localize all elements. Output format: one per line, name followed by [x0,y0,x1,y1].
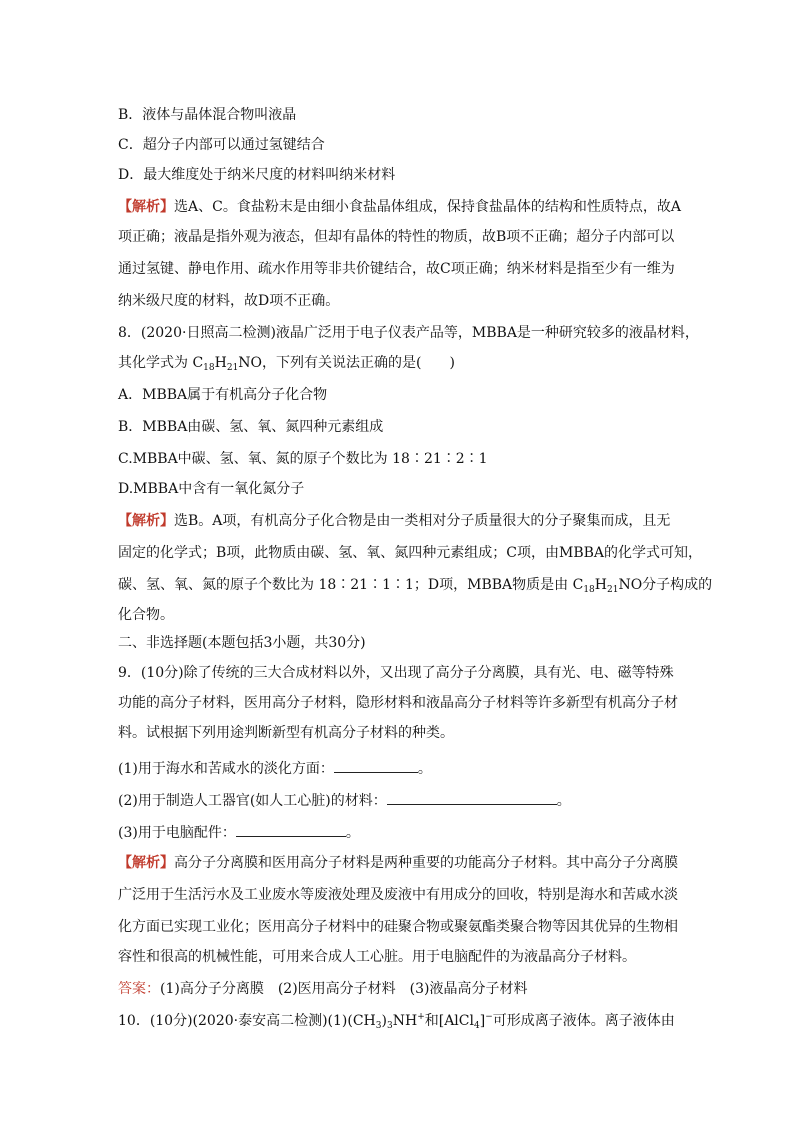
q8-option-d: D.MBBA中含有一氧化氮分子 [118,481,305,497]
answer-blank[interactable] [387,792,557,805]
q8-option-a: A．MBBA属于有机高分子化合物 [118,387,328,403]
q9-analysis-line-1 [118,854,678,872]
q10-text: NH [392,1013,418,1029]
q9-stem-line-1: 9．(10分)除了传统的三大合成材料以外，又出现了高分子分离膜，具有光、电、磁等特殊 [118,665,674,681]
q8-formula-h: H [594,577,607,593]
q8-formula-sub-h: 21 [226,363,239,373]
q9-stem-line-3: 料。试根据下列用途判断新型有机高分子材料的种类。 [118,725,454,741]
q7-analysis-line-4: 纳米级尺度的材料，故D项不正确。 [118,293,340,309]
q8-analysis-text: 碳、氢、氧、氮的原子个数比为 18∶21∶1∶1；D项，MBBA物质是由 C [118,577,584,593]
analysis-tag: 【解析】 [118,855,174,871]
q8-analysis-line-3 [118,576,712,594]
q9-part-2-text: (2)用于制造人工器官(如人工心脏)的材料： [118,793,387,809]
q8-formula-prefix: 其化学式为 C [118,355,204,371]
q9-analysis-line-4: 容性和很高的机械性能，可用来合成人工心脏。用于电脑配件的为液晶高分子材料。 [118,949,636,965]
analysis-tag: 【解析】 [118,513,174,529]
q9-answer [118,980,528,998]
period: 。 [556,793,571,809]
q9-part-3-text: (3)用于电脑配件： [118,825,236,841]
q8-analysis-line-1 [118,512,670,530]
q7-analysis-line-3: 通过氢键、静电作用、疏水作用等非共价键结合，故C项正确；纳米材料是指至少有一维为 [118,261,675,277]
section-heading: 二、非选择题(本题包括3小题，共30分) [118,635,366,651]
q9-stem-line-2: 功能的高分子材料，医用高分子材料，隐形材料和液晶高分子材料等许多新型有机高分子材 [118,695,678,711]
q8-formula-h: H [214,355,227,371]
subscript: 3 [386,1021,393,1031]
q9-analysis-line-3: 化方面已实现工业化；医用高分子材料中的硅聚合物或聚氨酯类聚合物等因其优异的生物相 [118,919,678,935]
q9-part-1 [118,760,432,778]
q8-formula-sub-c: 18 [203,363,215,373]
q10-stem-line-1 [118,1012,675,1030]
answer-blank[interactable] [334,760,418,773]
q8-analysis-line-2: 固定的化学式；B项，此物质由碳、氢、氧、氮四种元素组成；C项，由MBBA的化学式可知， [118,545,703,561]
q9-analysis-line-2: 广泛用于生活污水及工业废水等废液处理及废液中有用成分的回收，特别是海水和苦咸水淡 [118,887,678,903]
q8-option-b: B．MBBA由碳、氢、氧、氮四种元素组成 [118,419,384,435]
answer-tag: 答案： [118,981,160,997]
q7-analysis-line-1 [118,198,681,216]
q10-text: ] [479,1013,486,1029]
q7-analysis-text: 选A、C。食盐粉末是由细小食盐晶体组成，保持食盐晶体的结构和性质特点，故A [174,199,681,215]
q9-part-1-text: (1)用于海水和苦咸水的淡化方面： [118,761,334,777]
q7-option-b: B．液体与晶体混合物叫液晶 [118,107,297,123]
q8-formula-sub-h: 21 [606,585,619,595]
q7-analysis-line-2: 项正确；液晶是指外观为液态，但却有晶体的特性的物质，故B项不正确；超分子内部可以 [118,229,675,245]
q10-text: ) [381,1013,387,1029]
q7-option-d: D．最大维度处于纳米尺度的材料叫纳米材料 [118,167,396,183]
period: 。 [345,825,360,841]
q9-analysis-text: 高分子分离膜和医用高分子材料是两种重要的功能高分子材料。其中高分子分离膜 [174,855,678,871]
q8-formula-sub-c: 18 [583,585,595,595]
q8-stem-line-2 [118,354,455,372]
q9-part-2 [118,792,571,810]
subscript: 3 [375,1021,382,1031]
q10-text: 和[AlCl [424,1013,474,1029]
q8-option-c: C.MBBA中碳、氢、氧、氮的原子个数比为 18∶21∶2∶1 [118,451,488,467]
q9-answer-text: (1)高分子分离膜 (2)医用高分子材料 (3)液晶高分子材料 [160,981,528,997]
q9-part-3 [118,824,360,842]
superscript: − [485,1012,493,1022]
answer-blank[interactable] [236,824,346,837]
period: 。 [417,761,432,777]
subscript: 4 [473,1021,480,1031]
q7-option-c: C．超分子内部可以通过氢键结合 [118,137,325,153]
q10-text: 10．(10分)(2020·泰安高二检测)(1)(CH [118,1013,376,1029]
q10-text: 可形成离子液体。离子液体由 [492,1013,675,1029]
analysis-tag: 【解析】 [118,199,174,215]
q8-stem-line-1: 8．(2020·日照高二检测)液晶广泛用于电子仪表产品等，MBBA是一种研究较多的液晶材料， [118,325,699,341]
superscript: + [417,1012,425,1022]
q8-stem-suffix: NO，下列有关说法正确的是( ) [238,355,455,371]
q8-analysis-text: NO分子构成的 [618,577,713,593]
q8-analysis-text: 选B。A项，有机高分子化合物是由一类相对分子质量很大的分子聚集而成，且无 [174,513,671,529]
q8-analysis-line-4: 化合物。 [118,607,174,623]
